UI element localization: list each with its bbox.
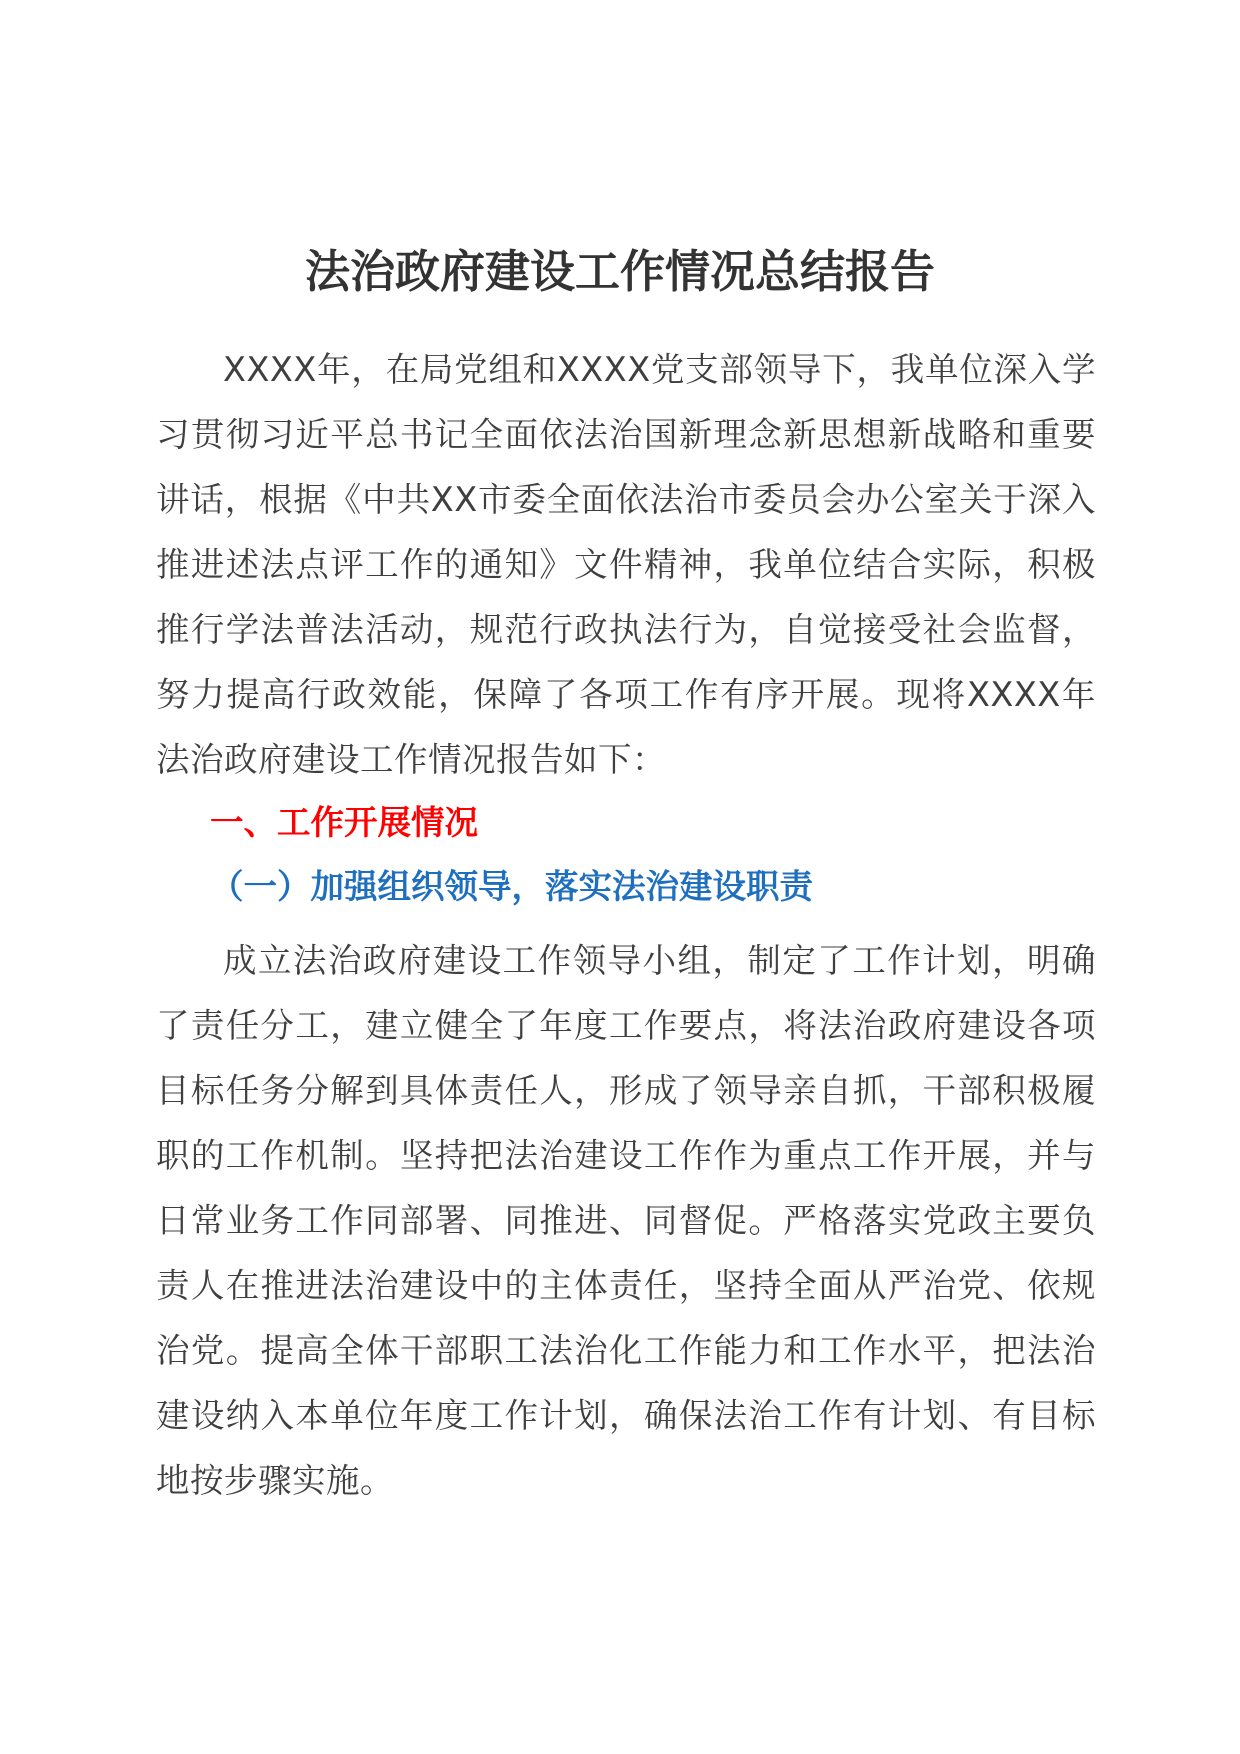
document-title: 法治政府建设工作情况总结报告	[304, 245, 935, 298]
section-heading: 一、工作开展情况	[210, 803, 478, 842]
intro-paragraph: XXXX年，在局党组和XXXX党支部领导下，我单位深入学习贯彻习近平总书记全面依法治国新理念新思想新战略和重要讲话，根据《中共XX市委全面依法治市委员会办公室关于深入推进述法点评工作的通知》文件精神，我单位结合实际，积极推行学法普法活动，规范行政执法行为，自觉接受社会监督，努力提高行政效能，保障了各项工作有序开展。现将XXXX年法治政府建设工作情况报告如下：	[156, 350, 1096, 779]
body-paragraph: 成立法治政府建设工作领导小组，制定了工作计划，明确了责任分工，建立健全了年度工作要点，将法治政府建设各项目标任务分解到具体责任人，形成了领导亲自抓，干部积极履职的工作机制。坚持把法治建设工作作为重点工作开展，并与日常业务工作同部署、同推进、同督促。严格落实党政主要负责人在推进法治建设中的主体责任，坚持全面从严治党、依规治党。提高全体干部职工法治化工作能力和工作水平，把法治建设纳入本单位年度工作计划，确保法治工作有计划、有目标地按步骤实施。	[156, 941, 1096, 1500]
subsection-heading: （一）加强组织领导，落实法治建设职责	[210, 867, 813, 906]
